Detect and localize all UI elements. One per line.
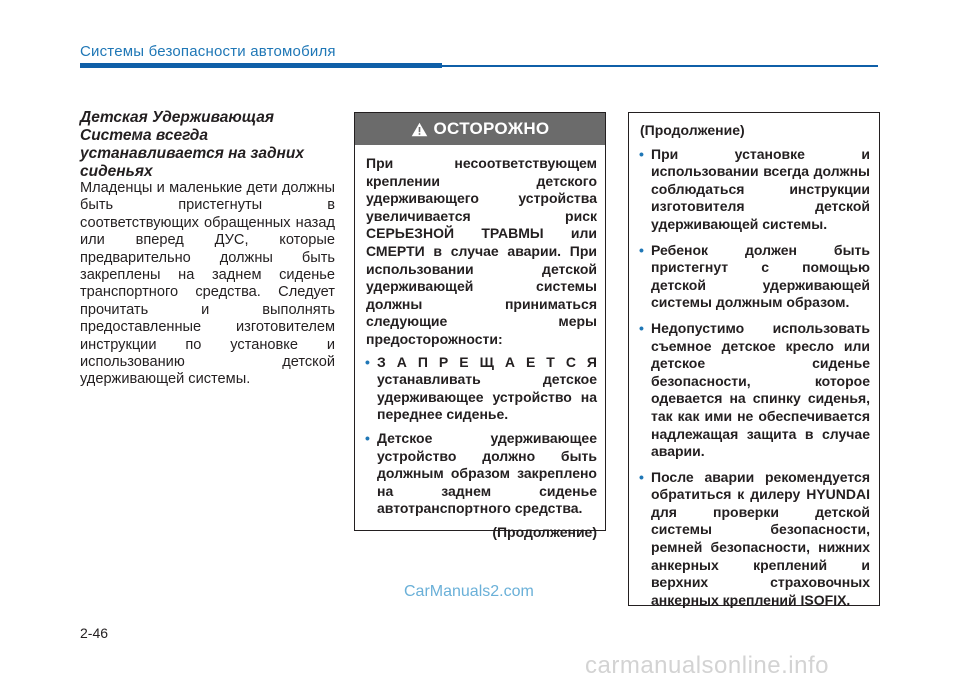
continuation-bullet: [640, 469, 870, 610]
footer-watermark: carmanualsonline.info: [585, 652, 829, 679]
bullet-dot: •: [639, 319, 644, 336]
section-title: Детская Удерживающая Система всегда устанавливается на задних сиденьях: [80, 109, 304, 180]
bullet-dot: •: [365, 353, 370, 370]
warning-bullet: [366, 354, 597, 424]
header-rule-thick: [80, 63, 442, 68]
header-rule-thin: [442, 65, 878, 67]
header-title: Системы безопасности автомобиля: [80, 43, 336, 60]
continuation-heading: (Продолжение): [640, 122, 745, 138]
warning-header: [355, 113, 605, 145]
warning-box: [354, 112, 606, 540]
page-number: 2-46: [80, 625, 109, 641]
continuation-bullet-text: При установке и использовании всегда должны соблюдаться инструкции изготовителя детской удерживающей системы.: [651, 145, 870, 232]
section-body: Младенцы и маленькие дети должны быть пристегнуты в соответствующих обращенных назад или вперед ДУС, которые предварительно должны быть закреплены на заднем сиденье транспортного средства. Следует прочитать и выполнять предоставленные изготовителем инструкции по установке и использованию детской удерживающей системы.: [80, 180, 335, 388]
warning-triangle-icon: [411, 122, 428, 137]
continuation-box: [628, 112, 880, 606]
watermark-link[interactable]: CarManuals2.com: [404, 583, 534, 600]
warning-bullet: [366, 430, 597, 518]
continuation-bullet-text: Ребенок должен быть пристегнут с помощью детской удерживающей системы должным образом.: [651, 241, 870, 311]
bullet-dot: •: [365, 429, 370, 446]
continuation-bullet-text: После аварии рекомендуется обратиться к дилеру HYUNDAI для проверки детской системы безопасности, ремней безопасности, нижних анкерных креплений и верхних страховочных анкерных креплений ISOFIX.: [651, 468, 870, 608]
continuation-bullet: [640, 320, 870, 461]
bullet-dot: •: [639, 241, 644, 258]
warning-bullet-text: Детское удерживающее устройство должно быть должным образом закреплено на заднем сиденье автотранспортного средства.: [377, 429, 597, 517]
warning-continued: (Продолжение): [492, 523, 597, 540]
warning-heading: ОСТОРОЖНО: [433, 119, 550, 138]
continuation-bullet-text: Недопустимо использовать съемное детское кресло или детское сиденье безопасности, которое одевается на спинку сиденья, так как ими не обеспечивается надлежащая защита в случае аварии.: [651, 319, 870, 460]
bullet-dot: •: [639, 468, 644, 485]
warning-intro: При несоответствующем креплении детского удерживающего устройства увеличивается риск СЕРЬЕЗНОЙ ТРАВМЫ или СМЕРТИ в случае аварии. При использовании детской удерживающей системы должны приниматься следующие меры предосторожности:: [366, 155, 597, 347]
bullet-dot: •: [639, 145, 644, 162]
warning-body: [355, 145, 605, 541]
continuation-bullet: [640, 242, 870, 312]
continuation-bullet: [640, 146, 870, 234]
warning-bullet-text: З А П Р Е Щ А Е Т С Я устанавливать детское удерживающее устройство на переднее сиденье.: [377, 353, 597, 423]
